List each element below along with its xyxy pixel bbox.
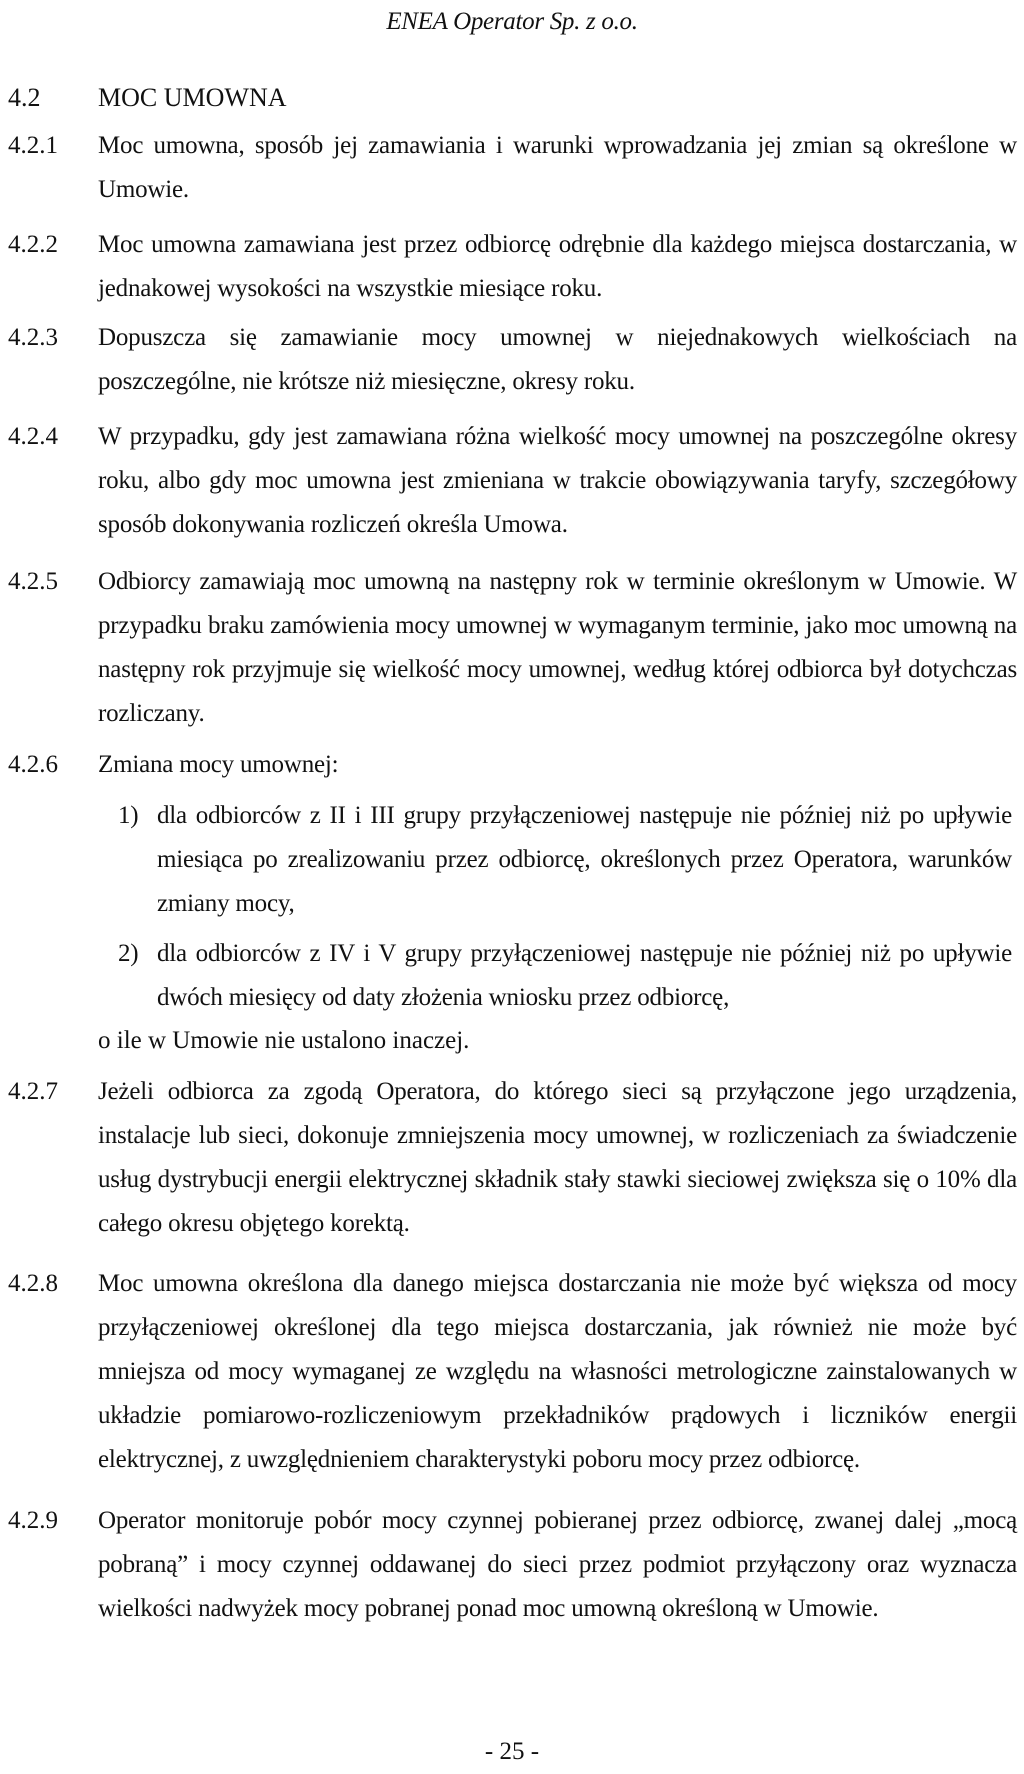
clause-4-2-6 — [8, 743, 1012, 787]
clause-number: 4.2.6 — [8, 751, 58, 778]
clause-number: 4.2.9 — [8, 1507, 58, 1534]
list-marker: 1) — [118, 802, 139, 829]
page-number: - 25 - — [484, 1738, 540, 1765]
clause-4-2-4 — [8, 415, 1017, 547]
clause-number: 4.2.4 — [8, 423, 58, 450]
clause-4-2-7 — [8, 1070, 1017, 1246]
section-title: MOC UMOWNA — [98, 83, 287, 112]
list-item-text: dla odbiorców z II i III grupy przyłączeniowej następuje nie później niż po upływie miesiąca po zrealizowaniu przez odbiorcę, określonych przez Operatora, warunków zmiany mocy, — [157, 802, 1012, 917]
clause-4-2-6-list — [118, 794, 1012, 1020]
clause-text: Jeżeli odbiorca za zgodą Operatora, do którego sieci są przyłączone jego urządzenia, instalacje lub sieci, dokonuje zmniejszenia mocy umownej, w rozliczeniach za świadczenie usług dystrybucji energii elektrycznej składnik stały stawki sieciowej zwiększa się o 10% dla całego okresu objętego korektą. — [98, 1078, 1017, 1237]
clause-number: 4.2.3 — [8, 324, 58, 351]
clause-text: Zmiana mocy umownej: — [98, 751, 339, 778]
clause-number: 4.2.2 — [8, 231, 58, 258]
clause-text: Moc umowna, sposób jej zamawiania i warunki wprowadzania jej zmian są określone w Umowie. — [98, 132, 1017, 203]
clause-4-2-2 — [8, 223, 1017, 311]
clause-number: 4.2.5 — [8, 568, 58, 595]
clause-text: Moc umowna zamawiana jest przez odbiorcę odrębnie dla każdego miejsca dostarczania, w jednakowej wysokości na wszystkie miesiące roku. — [98, 231, 1017, 302]
clause-4-2-9 — [8, 1499, 1017, 1631]
list-item-text: dla odbiorców z IV i V grupy przyłączeniowej następuje nie później niż po upływie dwóch miesięcy od daty złożenia wniosku przez odbiorcę, — [157, 940, 1012, 1011]
clause-4-2-8 — [8, 1262, 1017, 1482]
list-tail-text: o ile w Umowie nie ustalono inaczej. — [98, 1027, 470, 1054]
list-item — [118, 932, 1012, 1020]
clause-text: Moc umowna określona dla danego miejsca dostarczania nie może być większa od mocy przyłączeniowej określonej dla tego miejsca dostarczania, jak również nie może być mniejsza od mocy wymaganej ze względu na własności metrologiczne zainstalowanych w układzie pomiarowo-rozliczeniowym przekładników prądowych i liczników energii elektrycznej, z uwzględnieniem charakterystyki poboru mocy przez odbiorcę. — [98, 1270, 1017, 1473]
clause-text: W przypadku, gdy jest zamawiana różna wielkość mocy umownej na poszczególne okresy roku, albo gdy moc umowna jest zmieniana w trakcie obowiązywania taryfy, szczegółowy sposób dokonywania rozliczeń określa Umowa. — [98, 423, 1017, 538]
section-number: 4.2 — [8, 83, 41, 112]
clause-text: Odbiorcy zamawiają moc umowną na następny rok w terminie określonym w Umowie. W przypadku braku zamówienia mocy umownej w wymaganym terminie, jako moc umowną na następny rok przyjmuje się wielkość mocy umownej, według której odbiorca był dotychczas rozliczany. — [98, 568, 1017, 727]
clause-number: 4.2.1 — [8, 132, 58, 159]
section-heading — [8, 83, 287, 113]
clause-text: Dopuszcza się zamawianie mocy umownej w niejednakowych wielkościach na poszczególne, nie krótsze niż miesięczne, okresy roku. — [98, 324, 1017, 395]
clause-number: 4.2.8 — [8, 1270, 58, 1297]
page-header: ENEA Operator Sp. z o.o. — [386, 8, 638, 35]
clause-number: 4.2.7 — [8, 1078, 58, 1105]
clause-4-2-5 — [8, 560, 1017, 736]
list-item — [118, 794, 1012, 926]
clause-text: Operator monitoruje pobór mocy czynnej pobieranej przez odbiorcę, zwanej dalej „mocą pobraną” i mocy czynnej oddawanej do sieci przez podmiot przyłączony oraz wyznacza wielkości nadwyżek mocy pobranej ponad moc umowną określoną w Umowie. — [98, 1507, 1017, 1622]
clause-4-2-1 — [8, 124, 1017, 212]
clause-4-2-3 — [8, 316, 1017, 404]
list-marker: 2) — [118, 940, 139, 967]
